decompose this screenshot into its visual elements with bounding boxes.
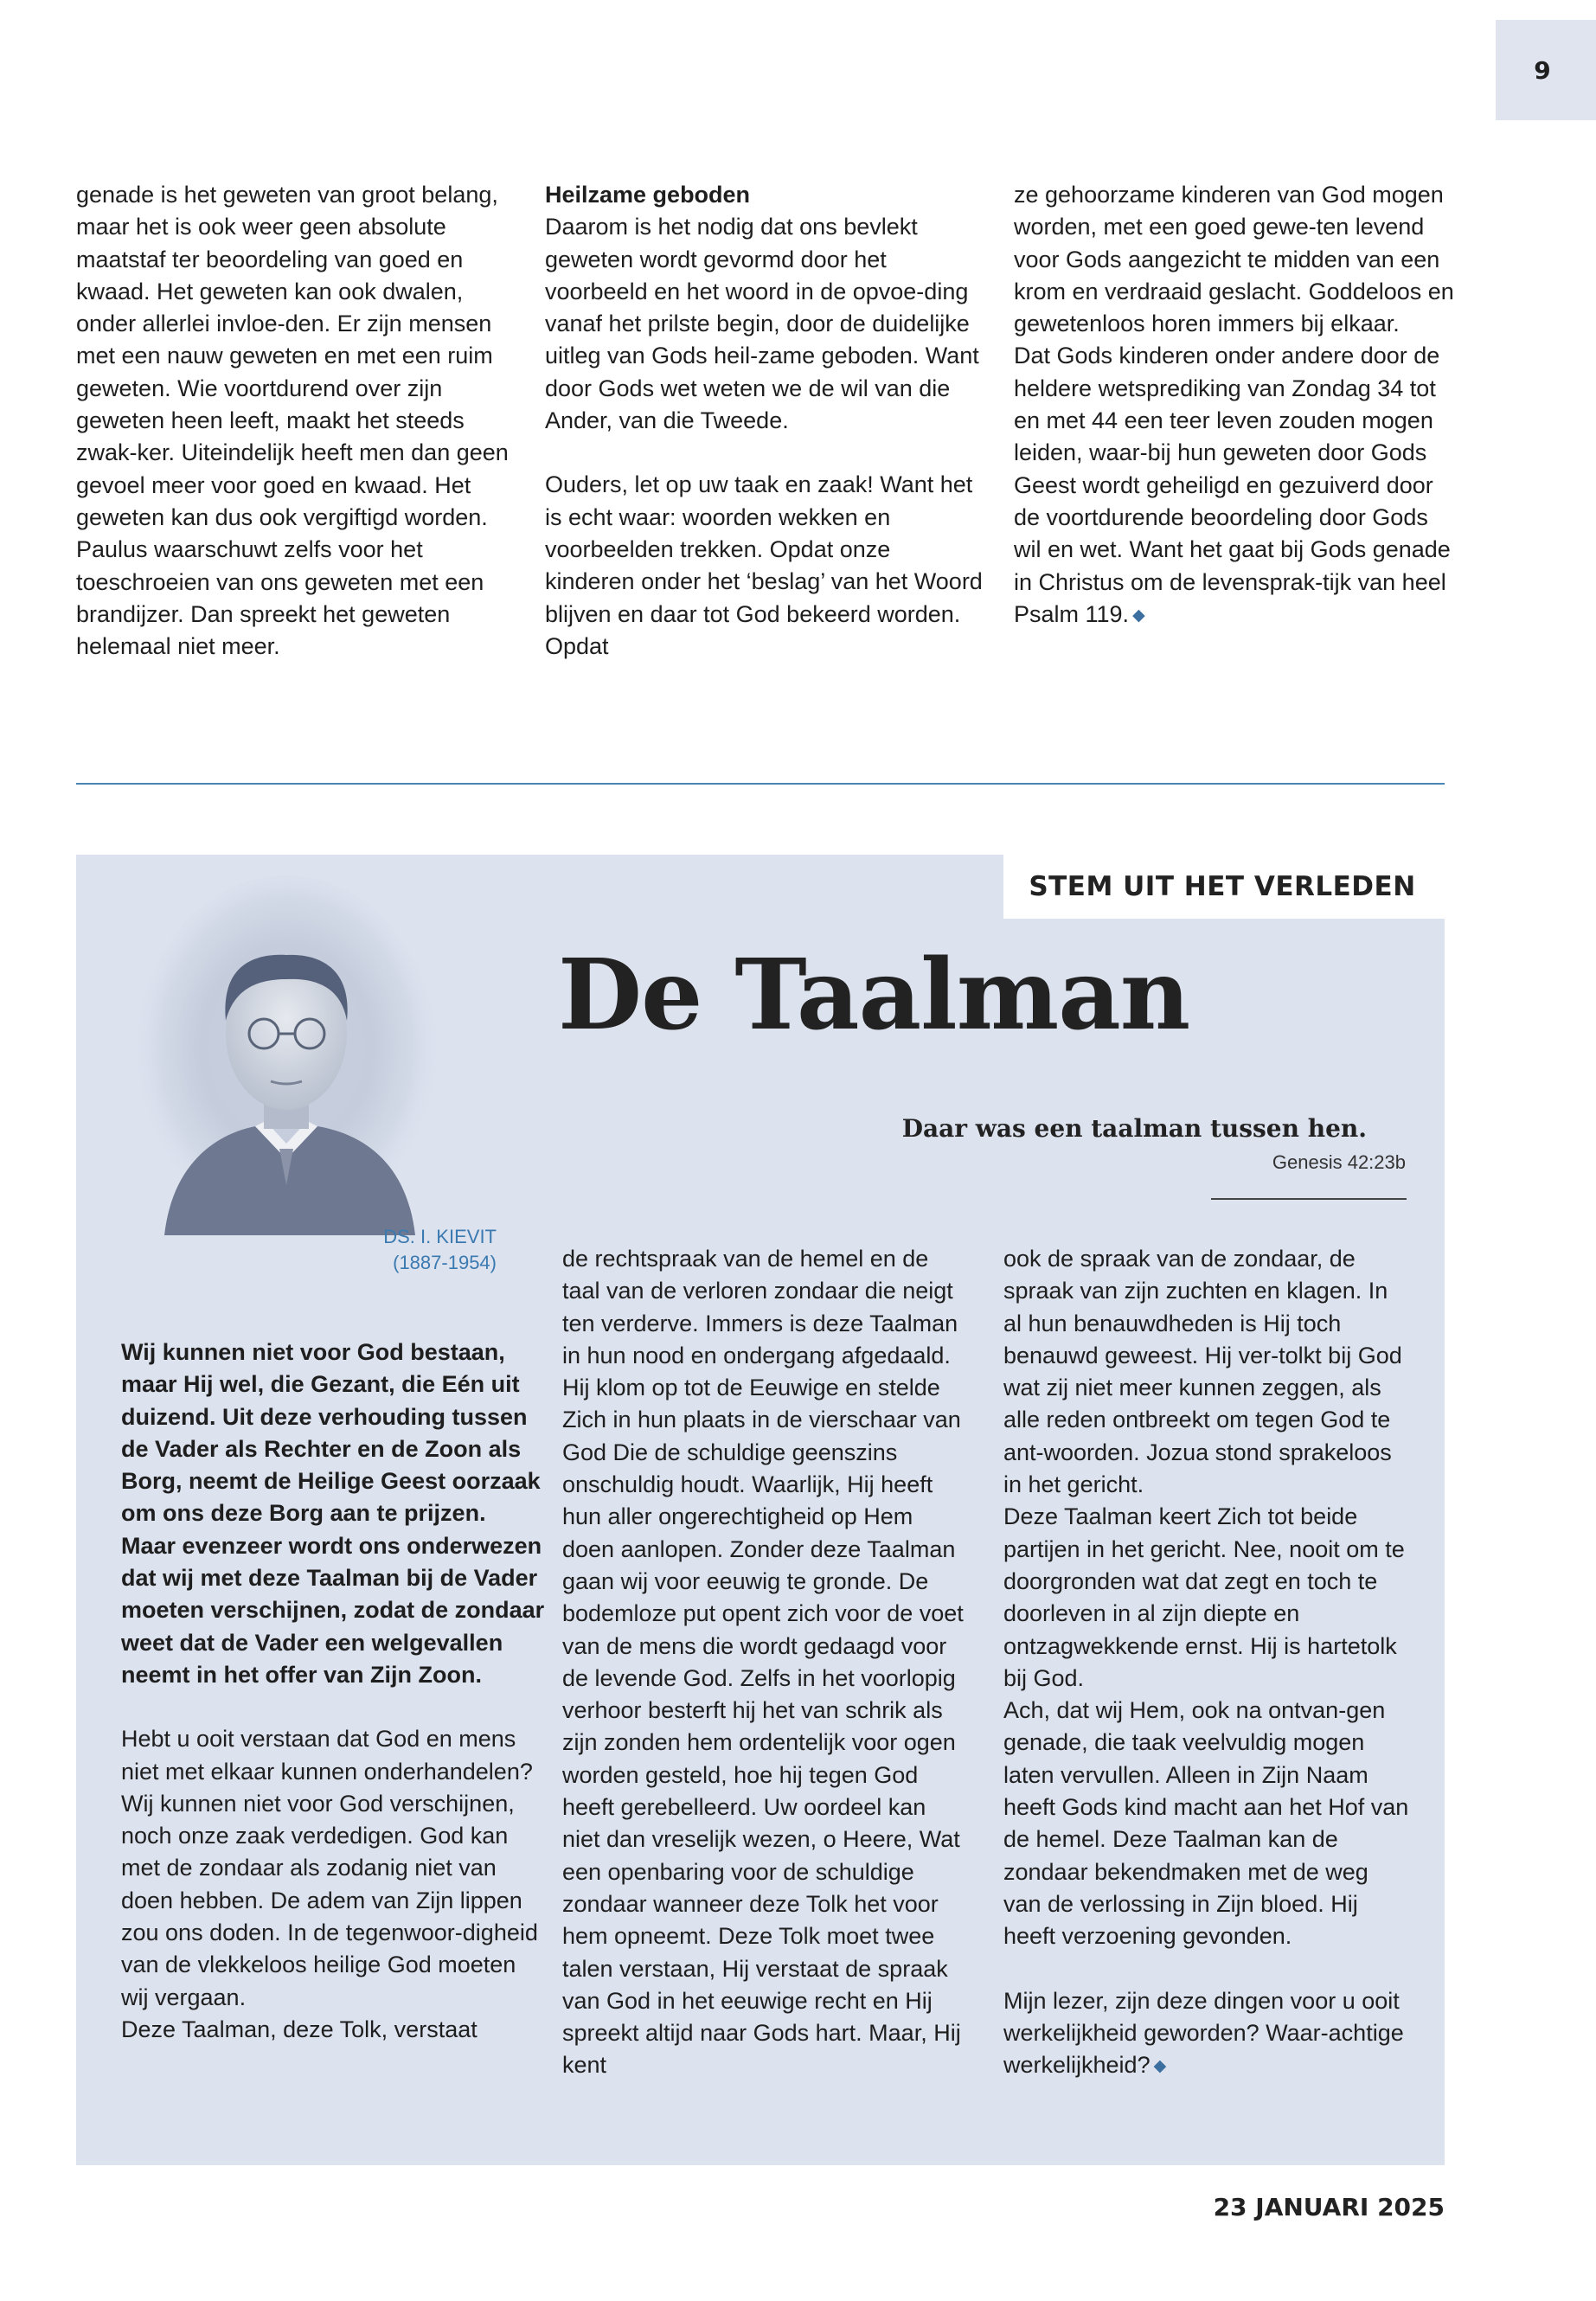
feature-title: De Taalman (558, 939, 1190, 1052)
page-number: 9 (1534, 55, 1551, 85)
feature-column-2 (562, 1243, 969, 2082)
paragraph (1014, 340, 1455, 631)
paragraph: Ouders, let op uw taak en zaak! Want het is echt waar: woorden wekken en voorbeelden trekken. Opdat onze kinderen onder het ‘beslag’ van het Woord blijven en daar tot God bekeerd worden. Opdat (545, 471, 983, 659)
quote-underline (1211, 1198, 1407, 1200)
paragraph: genade is het geweten van groot belang, maar het is ook weer geen absolute maatstaf ter beoordeling van goed en kwaad. Het geweten kan ook dwalen, onder allerlei invloe-den. Er zijn mensen met een nauw geweten en met een ruim geweten. Wie voortdurend over zijn geweten heen leeft, maakt het steeds zwak-ker. Uiteindelijk heeft men dan geen gevoel meer voor goed en kwaad. Het geweten kan dus ook vergiftigd worden. Paulus waarschuwt zelfs voor het toeschroeien van ons geweten met een brandijzer. Dan spreekt het geweten helemaal niet meer. (76, 182, 509, 660)
paragraph: de rechtspraak van de hemel en de taal van de verloren zondaar die neigt ten verderve. Immers is deze Taalman in hun nood en ondergang afgedaald. Hij klom op tot de Eeuwige en stelde Zich in hun plaats in de vierschaar van God Die de schuldige geenszins onschuldig houdt. Waarlijk, Hij heeft hun aller ongerechtigheid op Hem doen aanlopen. Zonder deze Taalman gaan wij voor eeuwig te gronde. De bodemloze put opent zich voor de voet van de mens die wordt gedaagd voor de levende God. Zelfs in het voorlopig verhoor besterft hij het van schrik als zijn zonden hem ordentelijk voor ogen worden gesteld, hoe hij tegen God heeft gerebelleerd. Uw oordeel kan niet dan vreselijk wezen, o Heere, Wat een openbaring voor de schuldige zondaar wanneer deze Tolk het voor hem opneemt. Deze Tolk moet twee talen verstaan, Hij verstaat de spraak van God in het eeuwige recht en Hij spreekt altijd naar Gods hart. Maar, Hij kent (562, 1246, 964, 2079)
scripture-reference: Genesis 42:23b (1272, 1151, 1406, 1173)
paragraph: Daarom is het nodig dat ons bevlekt geweten wordt gevormd door het voorbeeld en het woord in de opvoe-ding vanaf het prilste begin, door de duidelijke uitleg van Gods heil-zame geboden. Want door Gods wet weten we de wil van die Ander, van die Tweede. (545, 214, 979, 434)
category-label: STEM UIT HET VERLEDEN (1029, 871, 1416, 902)
end-diamond-icon: ◆ (1132, 606, 1145, 625)
issue-date: 23 JANUARI 2025 (1213, 2193, 1445, 2221)
article-column-3 (1014, 179, 1455, 631)
section-divider (76, 783, 1445, 785)
paragraph: Deze Taalman, deze Tolk, verstaat (121, 2016, 478, 2042)
paragraph: ze gehoorzame kinderen van God mogen worden, met een goed gewe-ten levend voor Gods aangezicht te midden van een krom en verdraaid geslacht. Goddeloos en gewetenloos horen immers bij elkaar. (1014, 182, 1454, 337)
paragraph-text: Dat Gods kinderen onder andere door de heldere wetsprediking van Zondag 34 tot en met 44 een teer leven zouden mogen leiden, waar-bij hun geweten door Gods Geest wordt geheiligd en gezuiverd door de voortdurende beoordeling door Gods wil en wet. Want het gaat bij Gods genade in Christus om de levensprak-tijk van heel Psalm 119. (1014, 343, 1451, 627)
end-diamond-icon: ◆ (1153, 2057, 1167, 2076)
author-name: DS. I. KIEVIT (383, 1226, 497, 1247)
paragraph-text: Mijn lezer, zijn deze dingen voor u ooit werkelijkheid geworden? Waar-achtige werkelijkheid? (1003, 1987, 1404, 2079)
author-caption (329, 1224, 497, 1276)
author-years: (1887-1954) (393, 1252, 497, 1273)
author-portrait (134, 874, 439, 1235)
article-column-2 (545, 179, 986, 663)
intro-paragraph: Wij kunnen niet voor God bestaan, maar Hij wel, die Gezant, die Eén uit duizend. Uit deze verhouding tussen de Vader als Rechter en de Zoon als Borg, neemt de Heilige Geest oorzaak om ons deze Borg aan te prijzen. Maar evenzeer wordt ons onderwezen dat wij met deze Taalman bij de Vader moeten verschijnen, zodat de zondaar weet dat de Vader een welgevallen neemt in het offer van Zijn Zoon. (121, 1339, 545, 1688)
category-tab (1003, 855, 1445, 919)
article-column-1 (76, 179, 517, 663)
paragraph (1003, 1985, 1410, 2083)
feature-column-1 (121, 1336, 545, 2046)
paragraph: ook de spraak van de zondaar, de spraak van zijn zuchten en klagen. In al hun benauwdheden is Hij toch benauwd geweest. Hij ver-tolkt bij God wat zij niet meer kunnen zeggen, als alle reden ontbreekt om tegen God te ant-woorden. Jozua stond sprakeloos in het gericht. (1003, 1246, 1402, 1498)
scripture-quote: Daar was een taalman tussen hen. (901, 1114, 1367, 1143)
paragraph: Deze Taalman keert Zich tot beide partijen in het gericht. Nee, nooit om te doorgronden wat dat zegt en toch te doorleven in al zijn diepte en ontzagwekkende ernst. Hij is hartetolk bij God. (1003, 1503, 1405, 1691)
paragraph: Hebt u ooit verstaan dat God en mens niet met elkaar kunnen onderhandelen? Wij kunnen niet voor God verschijnen, noch onze zaak verdedigen. God kan met de zondaar als zodanig niet van doen hebben. De adem van Zijn lippen zou ons doden. In de tegenwoor-digheid van de vlekkeloos heilige God moeten wij vergaan. (121, 1726, 538, 2010)
page-number-tab (1496, 20, 1596, 120)
paragraph: Ach, dat wij Hem, ook na ontvan-gen genade, die taak veelvuldig mogen laten vervullen. Alleen in Zijn Naam heeft Gods kind macht aan het Hof van de hemel. Deze Taalman kan de zondaar bekendmaken met de weg van de verlossing in Zijn bloed. Hij heeft verzoening gevonden. (1003, 1697, 1409, 1950)
feature-column-3 (1003, 1243, 1410, 2082)
subheading: Heilzame geboden (545, 182, 751, 208)
